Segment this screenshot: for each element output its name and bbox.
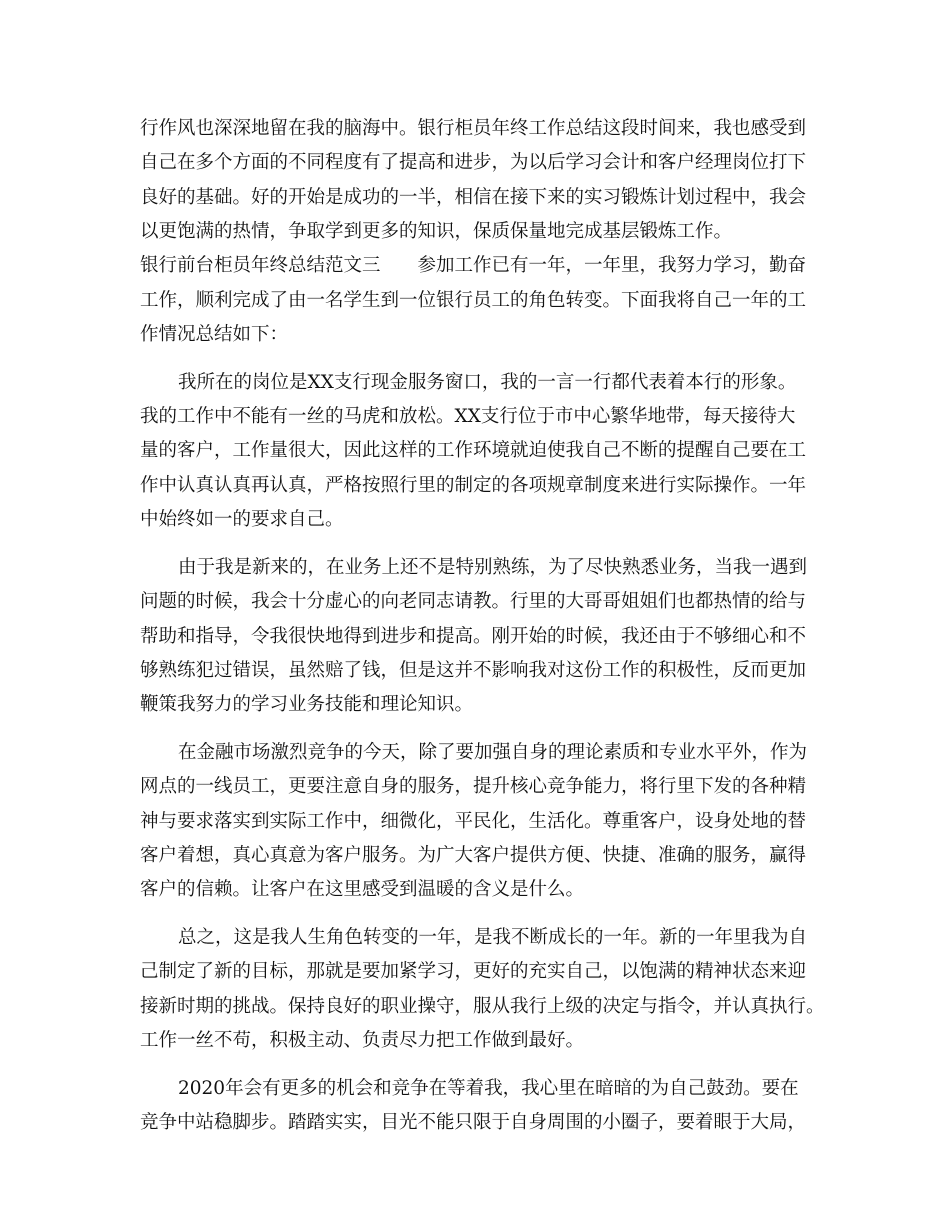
paragraph-first-line: 我所在的岗位是XX支行现金服务窗口，我的一言一行都代表着本行的形象。 [178, 372, 797, 393]
text-line: 接新时期的挑战。保持良好的职业操守，服从我行上级的决定与指令，并认真执行。 [140, 996, 825, 1017]
text-line: 神与要求落实到实际工作中，细微化，平民化，生活化。尊重客户，设身处地的替 [140, 811, 807, 832]
text-line: 竞争中站稳脚步。踏踏实实，目光不能只限于自身周围的小圈子，要着眼于大局， [140, 1112, 807, 1133]
text-line: 够熟练犯过错误，虽然赔了钱，但是这并不影响我对这份工作的积极性，反而更加 [140, 660, 807, 681]
text-line: 工作一丝不苟，积极主动、负责尽力把工作做到最好。 [140, 1030, 585, 1051]
text-line: 帮助和指导，令我很快地得到进步和提高。刚开始的时候，我还由于不够细心和不 [140, 626, 807, 647]
text-line: 作情况总结如下： [140, 324, 289, 345]
text-line: 工作，顺利完成了由一名学生到一位银行员工的角色转变。下面我将自己一年的工 [140, 290, 807, 311]
text-line: 行作风也深深地留在我的脑海中。银行柜员年终工作总结这段时间来，我也感受到 [140, 118, 807, 139]
text-line: 网点的一线员工，更要注意自身的服务，提升核心竞争能力，将行里下发的各种精 [140, 776, 807, 797]
text-line: 中始终如一的要求自己。 [140, 509, 344, 530]
text-line: 问题的时候，我会十分虚心的向老同志请教。行里的大哥哥姐姐们也都热情的给与 [140, 591, 807, 612]
text-line: 自己在多个方面的不同程度有了提高和进步，为以后学习会计和客户经理岗位打下 [140, 152, 807, 173]
text-line: 我的工作中不能有一丝的马虎和放松。XX支行位于市中心繁华地带，每天接待大 [140, 406, 796, 427]
text-line: 良好的基础。好的开始是成功的一半，相信在接下来的实习锻炼计划过程中，我会 [140, 187, 807, 208]
text-line: 量的客户，工作量很大，因此这样的工作环境就迫使我自己不断的提醒自己要在工 [140, 440, 807, 461]
paragraph-first-line: 总之，这是我人生角色转变的一年，是我不断成长的一年。新的一年里我为自 [178, 927, 808, 948]
text-line: 鞭策我努力的学习业务技能和理论知识。 [140, 694, 474, 715]
text-line: 己制定了新的目标，那就是要加紧学习，更好的充实自己，以饱满的精神状态来迎 [140, 961, 807, 982]
text-line: 以更饱满的热情，争取学到更多的知识，保质保量地完成基层锻炼工作。 [140, 221, 733, 242]
paragraph-first-line: 在金融市场激烈竞争的今天，除了要加强自身的理论素质和专业水平外，作为 [178, 742, 808, 763]
paragraph-first-line: 2020年会有更多的机会和竞争在等着我，我心里在暗暗的为自己鼓劲。要在 [178, 1078, 799, 1099]
text-line: 银行前台柜员年终总结范文三 参加工作已有一年，一年里，我努力学习，勤奋 [140, 255, 807, 276]
text-line: 客户的信赖。让客户在这里感受到温暖的含义是什么。 [140, 879, 585, 900]
paragraph-first-line: 由于我是新来的，在业务上还不是特别熟练，为了尽快熟悉业务，当我一遇到 [178, 557, 808, 578]
text-line: 客户着想，真心真意为客户服务。为广大客户提供方便、快捷、准确的服务，赢得 [140, 845, 807, 866]
text-line: 作中认真认真再认真，严格按照行里的制定的各项规章制度来进行实际操作。一年 [140, 475, 807, 496]
